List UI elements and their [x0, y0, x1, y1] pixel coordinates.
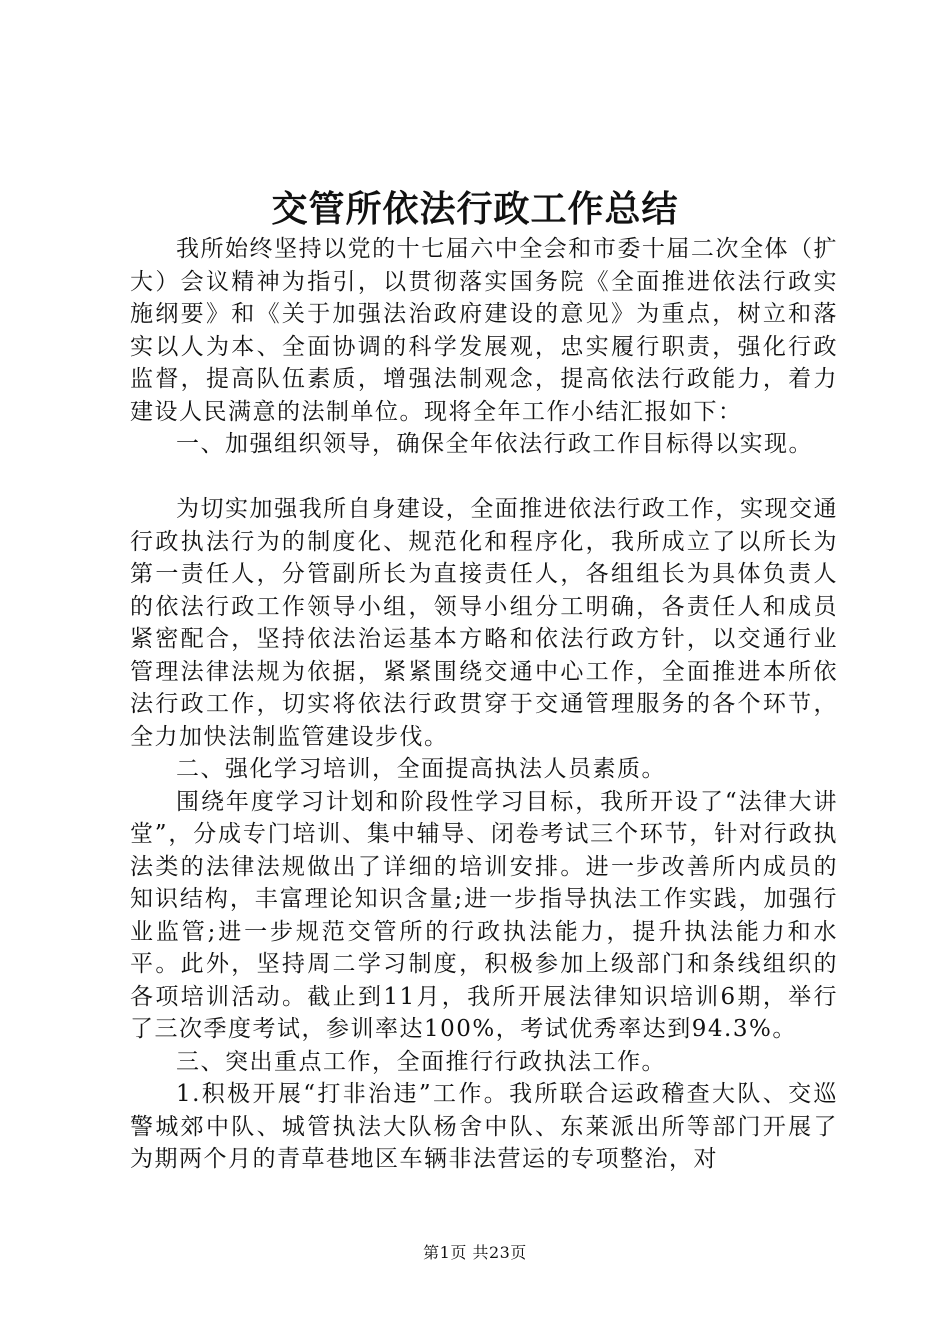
heading-section-3: 三、突出重点工作，全面推行行政执法工作。 — [176, 1048, 666, 1075]
heading-section-1: 一、加强组织领导，确保全年依法行政工作目标得以实现。 — [176, 431, 813, 457]
paragraph-section-1: 为切实加强我所自身建设，全面推进依法行政工作，实现交通行政执法行为的制度化、规范化和程序化，我所成立了以所长为第一责任人，分管副所长为直接责任人，各组组长为具体负责人的依法行政工作领导小组，领导小组分工明确，各责任人和成员紧密配合，坚持依法治运基本方略和依法行政方针，以交通行业管理法律法规为依据，紧紧围绕交通中心工作，全面推进本所依法行政工作，切实将依法行政贯穿于交通管理服务的各个环节，全力加快法制监管建设步伐。 — [130, 496, 838, 750]
paragraph-intro: 我所始终坚持以党的十七届六中全会和市委十届二次全体（扩大）会议精神为指引，以贯彻落实国务院《全面推进依法行政实施纲要》和《关于加强法治政府建设的意见》为重点，树立和落实以人为本、全面协调的科学发展观，忠实履行职责，强化行政监督，提高队伍素质，增强法制观念，提高依法行政能力，着力建设人民满意的法制单位。现将全年工作小结汇报如下： — [130, 236, 838, 425]
document-title: 交管所依法行政工作总结 — [271, 188, 679, 230]
paragraph-section-2: 围绕年度学习计划和阶段性学习目标，我所开设了“法律大讲堂”，分成专门培训、集中辅导、闭卷考试三个环节，针对行政执法类的法律法规做出了详细的培训安排。进一步改善所内成员的知识结构，丰富理论知识含量;进一步指导执法工作实践，加强行业监管;进一步规范交管所的行政执法能力，提升执法能力和水平。此外，坚持周二学习制度，积极参加上级部门和条线组织的各项培训活动。截止到11月，我所开展法律知识培训6期，举行了三次季度考试，参训率达100%，考试优秀率达到94.3%。 — [130, 788, 838, 1042]
document-body — [130, 233, 838, 1176]
paragraph-spacer — [130, 461, 838, 494]
page-footer: 第1页 共23页 — [423, 1243, 527, 1262]
paragraph-section-3-item-1: 1.积极开展“打非治违”工作。我所联合运政稽查大队、交巡警城郊中队、城管执法大队杨舍中队、东莱派出所等部门开展了为期两个月的青草巷地区车辆非法营运的专项整治，对 — [130, 1081, 838, 1172]
heading-section-2: 二、强化学习培训，全面提高执法人员素质。 — [176, 756, 666, 782]
